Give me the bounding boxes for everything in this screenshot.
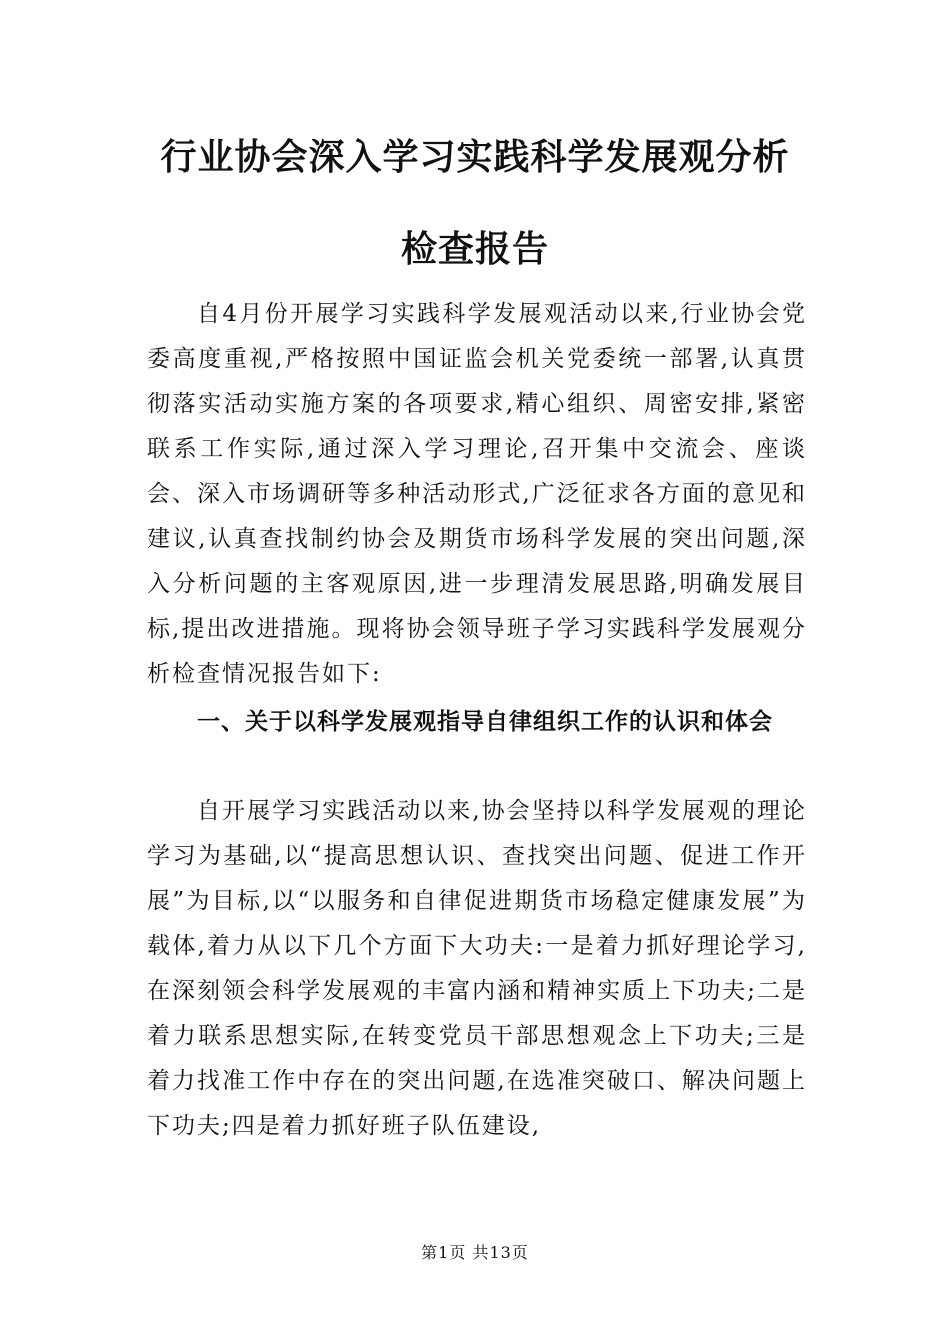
section-heading: 一、关于以科学发展观指导自律组织工作的认识和体会 [197, 709, 773, 735]
page-number-footer: 第1页 共13页 [421, 1243, 529, 1262]
document-title-line2: 检查报告 [400, 229, 549, 270]
intro-paragraph: 自4月份开展学习实践科学发展观活动以来,行业协会党委高度重视,严格按照中国证监会机关党委统一部署,认真贯彻落实活动实施方案的各项要求,精心组织、周密安排,紧密联系工作实际,通过深入学习理论,召开集中交流会、座谈会、深入市场调研等多种活动形式,广泛征求各方面的意见和建议,认真查找制约协会及期货市场科学发展的突出问题,深入分析问题的主客观原因,进一步理清发展思路,明确发展目标,提出改进措施。现将协会领导班子学习实践科学发展观分析检查情况报告如下: [147, 301, 807, 687]
document-title-line1: 行业协会深入学习实践科学发展观分析 [160, 137, 790, 178]
section-paragraph: 自开展学习实践活动以来,协会坚持以科学发展观的理论学习为基础,以“提高思想认识、查找突出问题、促进工作开展”为目标,以“以服务和自律促进期货市场稳定健康发展”为载体,着力从以下几个方面下大功夫:一是着力抓好理论学习,在深刻领会科学发展观的丰富内涵和精神实质上下功夫;二是着力联系思想实际,在转变党员干部思想观念上下功夫;三是着力找准工作中存在的突出问题,在选准突破口、解决问题上下功夫;四是着力抓好班子队伍建设, [147, 798, 807, 1139]
